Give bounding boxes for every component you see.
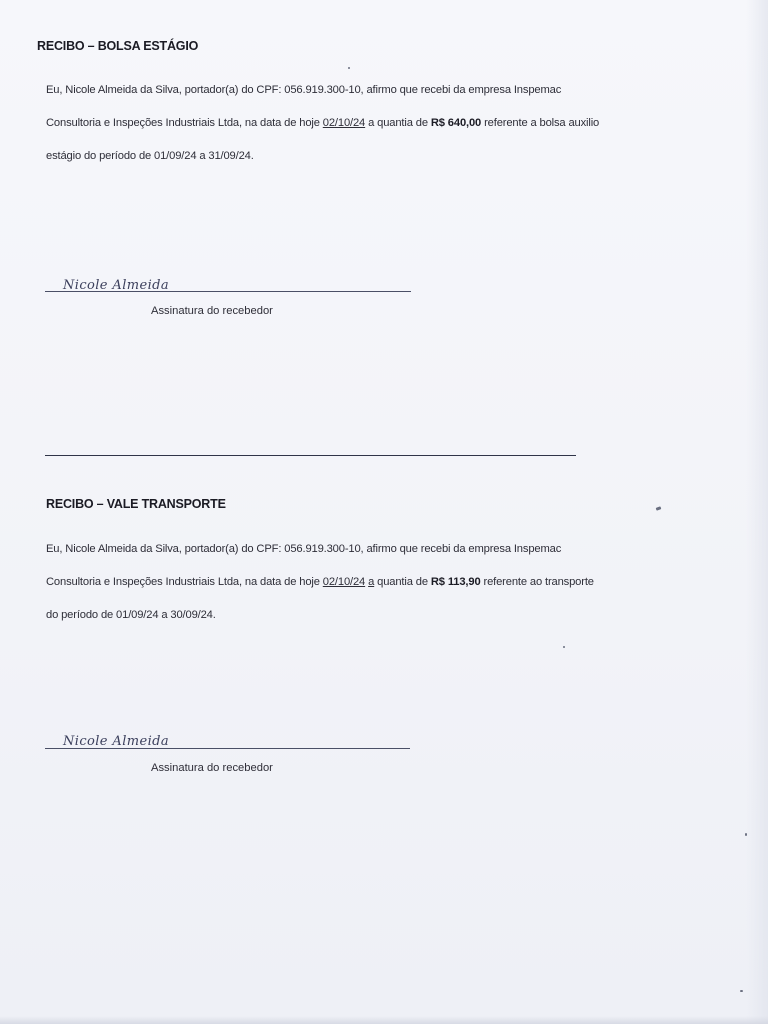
receipt-bolsa-line-1: Eu, Nicole Almeida da Silva, portador(a) do CPF: 056.919.300-10, afirmo que recebi da empresa Inspemac: [46, 84, 562, 96]
receipt-bolsa-signature-line: [45, 291, 411, 292]
receipt-transporte-line-2-pre: Consultoria e Inspeções Industriais Ltda, na data de hoje: [46, 576, 323, 588]
receipt-transporte-title: RECIBO – VALE TRANSPORTE: [46, 497, 226, 511]
page-edge-shadow: [746, 0, 768, 1024]
receipt-transporte-signature: Nicole Almeida: [63, 734, 170, 749]
receipt-bolsa-signature: Nicole Almeida: [63, 278, 170, 293]
receipt-bolsa-line-2-post: referente a bolsa auxilio: [481, 117, 600, 129]
receipt-bolsa-line-2-mid: a quantia de: [365, 117, 431, 129]
receipt-transporte-body: [46, 533, 594, 632]
scan-speck: [348, 67, 350, 69]
receipt-bolsa-amount: R$ 640,00: [430, 117, 482, 129]
scan-speck: [656, 506, 662, 511]
receipt-bolsa-title: RECIBO – BOLSA ESTÁGIO: [37, 39, 199, 53]
scan-speck: [563, 646, 565, 648]
receipt-transporte-signature-label: Assinatura do recebedor: [151, 762, 273, 774]
receipt-transporte-line-2-post: referente ao transporte: [480, 576, 594, 588]
receipt-transporte-line-3: do período de 01/09/24 a 30/09/24.: [46, 609, 216, 621]
receipt-bolsa-line-3: estágio do período de 01/09/24 a 31/09/24.: [46, 150, 254, 162]
receipt-bolsa-body: [46, 74, 599, 173]
receipt-transporte-date: 02/10/24: [322, 576, 366, 588]
receipt-bolsa-line-2-pre: Consultoria e Inspeções Industriais Ltda, na data de hoje: [46, 117, 323, 129]
scan-speck: [745, 833, 747, 836]
receipt-bolsa-signature-label: Assinatura do recebedor: [151, 305, 273, 317]
receipt-transporte-line-2-a: a: [368, 576, 375, 588]
receipt-transporte-line-2: [46, 566, 594, 599]
page-bottom-shadow: [0, 1016, 768, 1024]
receipt-transporte-line-2-mid: quantia de: [374, 576, 431, 588]
section-divider: [45, 455, 576, 456]
scan-speck: [740, 990, 743, 992]
receipt-transporte-amount: R$ 113,90: [430, 576, 481, 588]
receipt-bolsa-line-2: [46, 107, 599, 140]
receipt-transporte-line-1: Eu, Nicole Almeida da Silva, portador(a) do CPF: 056.919.300-10, afirmo que recebi da empresa Inspemac: [46, 543, 562, 555]
receipt-bolsa-date: 02/10/24: [322, 117, 366, 129]
receipt-transporte-signature-line: [45, 748, 410, 749]
